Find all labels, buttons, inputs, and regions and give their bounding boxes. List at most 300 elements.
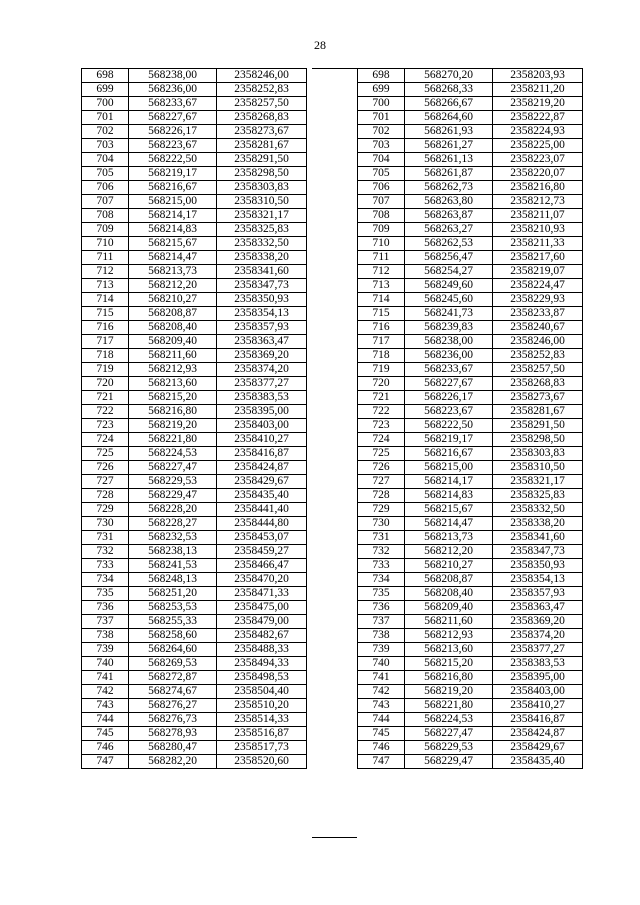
point-number-cell: 705 [82,167,129,181]
point-number-cell: 704 [358,153,405,167]
table-row [82,643,307,657]
y-coordinate-cell: 2358216,80 [493,181,583,195]
table-row [82,713,307,727]
point-number-cell: 712 [358,265,405,279]
x-coordinate-cell: 568213,60 [405,643,493,657]
point-number-cell: 726 [358,461,405,475]
x-coordinate-cell: 568263,87 [405,209,493,223]
y-coordinate-cell: 2358453,07 [217,531,307,545]
point-number-cell: 744 [82,713,129,727]
x-coordinate-cell: 568269,53 [129,657,217,671]
point-number-cell: 720 [358,377,405,391]
y-coordinate-cell: 2358210,93 [493,223,583,237]
x-coordinate-cell: 568280,47 [129,741,217,755]
x-coordinate-cell: 568262,73 [405,181,493,195]
point-number-cell: 739 [82,643,129,657]
x-coordinate-cell: 568208,40 [405,587,493,601]
y-coordinate-cell: 2358211,33 [493,237,583,251]
table-row [82,559,307,573]
point-number-cell: 708 [358,209,405,223]
point-number-cell: 703 [358,139,405,153]
point-number-cell: 732 [82,545,129,559]
table-row [358,321,583,335]
table-row [358,167,583,181]
point-number-cell: 717 [82,335,129,349]
x-coordinate-cell: 568249,60 [405,279,493,293]
table-row [358,755,583,769]
table-row [82,755,307,769]
x-coordinate-cell: 568282,20 [129,755,217,769]
table-row [358,447,583,461]
y-coordinate-cell: 2358494,33 [217,657,307,671]
y-coordinate-cell: 2358273,67 [217,125,307,139]
y-coordinate-cell: 2358403,00 [217,419,307,433]
point-number-cell: 739 [358,643,405,657]
y-coordinate-cell: 2358246,00 [217,69,307,83]
point-number-cell: 718 [358,349,405,363]
table-row [358,503,583,517]
x-coordinate-cell: 568224,53 [405,713,493,727]
y-coordinate-cell: 2358219,20 [493,97,583,111]
point-number-cell: 745 [358,727,405,741]
table-row [358,531,583,545]
table-row [82,573,307,587]
y-coordinate-cell: 2358281,67 [217,139,307,153]
table-row [358,587,583,601]
table-row [358,251,583,265]
y-coordinate-cell: 2358219,07 [493,265,583,279]
x-coordinate-cell: 568213,73 [129,265,217,279]
y-coordinate-cell: 2358369,20 [217,349,307,363]
y-coordinate-cell: 2358514,33 [217,713,307,727]
x-coordinate-cell: 568261,13 [405,153,493,167]
table-row [358,97,583,111]
x-coordinate-cell: 568210,27 [405,559,493,573]
y-coordinate-cell: 2358303,83 [493,447,583,461]
y-coordinate-cell: 2358321,17 [217,209,307,223]
table-row [82,69,307,83]
y-coordinate-cell: 2358291,50 [217,153,307,167]
table-row [358,125,583,139]
x-coordinate-cell: 568272,87 [129,671,217,685]
point-number-cell: 699 [82,83,129,97]
x-coordinate-cell: 568233,67 [129,97,217,111]
x-coordinate-cell: 568255,33 [129,615,217,629]
y-coordinate-cell: 2358332,50 [217,237,307,251]
x-coordinate-cell: 568229,53 [405,741,493,755]
point-number-cell: 734 [82,573,129,587]
y-coordinate-cell: 2358224,47 [493,279,583,293]
x-coordinate-cell: 568278,93 [129,727,217,741]
table-row [82,363,307,377]
x-coordinate-cell: 568222,50 [129,153,217,167]
x-coordinate-cell: 568212,93 [129,363,217,377]
point-number-cell: 711 [358,251,405,265]
table-row [82,419,307,433]
point-number-cell: 729 [82,503,129,517]
table-row [82,111,307,125]
table-row [82,699,307,713]
y-coordinate-cell: 2358341,60 [217,265,307,279]
x-coordinate-cell: 568263,80 [405,195,493,209]
y-coordinate-cell: 2358257,50 [217,97,307,111]
point-number-cell: 700 [358,97,405,111]
y-coordinate-cell: 2358416,87 [493,713,583,727]
x-coordinate-cell: 568261,93 [405,125,493,139]
x-coordinate-cell: 568248,13 [129,573,217,587]
table-row [358,111,583,125]
x-coordinate-cell: 568229,47 [129,489,217,503]
x-coordinate-cell: 568211,60 [405,615,493,629]
point-number-cell: 732 [358,545,405,559]
x-coordinate-cell: 568261,27 [405,139,493,153]
x-coordinate-cell: 568251,20 [129,587,217,601]
y-coordinate-cell: 2358363,47 [217,335,307,349]
y-coordinate-cell: 2358223,07 [493,153,583,167]
y-coordinate-cell: 2358203,93 [493,69,583,83]
x-coordinate-cell: 568262,53 [405,237,493,251]
y-coordinate-cell: 2358435,40 [493,755,583,769]
point-number-cell: 736 [358,601,405,615]
table-row [358,391,583,405]
x-coordinate-cell: 568213,73 [405,531,493,545]
y-coordinate-cell: 2358325,83 [217,223,307,237]
x-coordinate-cell: 568228,20 [129,503,217,517]
table-row [358,237,583,251]
point-number-cell: 737 [358,615,405,629]
table-row [358,335,583,349]
point-number-cell: 735 [358,587,405,601]
x-coordinate-cell: 568208,40 [129,321,217,335]
x-coordinate-cell: 568209,40 [405,601,493,615]
x-coordinate-cell: 568241,53 [129,559,217,573]
point-number-cell: 719 [358,363,405,377]
y-coordinate-cell: 2358466,47 [217,559,307,573]
table-row [82,517,307,531]
table-row [358,69,583,83]
y-coordinate-cell: 2358424,87 [493,727,583,741]
x-coordinate-cell: 568211,60 [129,349,217,363]
point-number-cell: 705 [358,167,405,181]
x-coordinate-cell: 568216,67 [129,181,217,195]
y-coordinate-cell: 2358377,27 [217,377,307,391]
point-number-cell: 740 [358,657,405,671]
y-coordinate-cell: 2358224,93 [493,125,583,139]
table-row [82,461,307,475]
point-number-cell: 706 [358,181,405,195]
y-coordinate-cell: 2358354,13 [217,307,307,321]
table-row [358,181,583,195]
table-row [358,727,583,741]
page-number: 28 [314,38,326,52]
point-number-cell: 707 [82,195,129,209]
y-coordinate-cell: 2358441,40 [217,503,307,517]
y-coordinate-cell: 2358268,83 [217,111,307,125]
x-coordinate-cell: 568215,00 [405,461,493,475]
y-coordinate-cell: 2358225,00 [493,139,583,153]
x-coordinate-cell: 568263,27 [405,223,493,237]
y-coordinate-cell: 2358429,67 [217,475,307,489]
x-coordinate-cell: 568228,27 [129,517,217,531]
point-number-cell: 715 [358,307,405,321]
x-coordinate-cell: 568219,20 [129,419,217,433]
table-row [358,377,583,391]
point-number-cell: 716 [358,321,405,335]
y-coordinate-cell: 2358498,53 [217,671,307,685]
x-coordinate-cell: 568223,67 [405,405,493,419]
y-coordinate-cell: 2358363,47 [493,601,583,615]
point-number-cell: 743 [358,699,405,713]
table-row [82,125,307,139]
table-row [358,685,583,699]
table-row [82,391,307,405]
point-number-cell: 713 [82,279,129,293]
y-coordinate-cell: 2358395,00 [493,671,583,685]
table-row [358,195,583,209]
point-number-cell: 716 [82,321,129,335]
table-row [82,685,307,699]
table-row [358,601,583,615]
table-row [82,251,307,265]
coordinates-table-right [357,68,583,769]
table-row [82,587,307,601]
x-coordinate-cell: 568270,20 [405,69,493,83]
table-row [358,741,583,755]
table-row [358,559,583,573]
y-coordinate-cell: 2358303,83 [217,181,307,195]
table-row [82,167,307,181]
point-number-cell: 702 [358,125,405,139]
x-coordinate-cell: 568215,00 [129,195,217,209]
point-number-cell: 703 [82,139,129,153]
y-coordinate-cell: 2358459,27 [217,545,307,559]
x-coordinate-cell: 568215,67 [129,237,217,251]
x-coordinate-cell: 568208,87 [405,573,493,587]
table-row [82,97,307,111]
table-row [82,475,307,489]
table-row [358,307,583,321]
table-row [358,293,583,307]
point-number-cell: 741 [82,671,129,685]
table-row [82,139,307,153]
y-coordinate-cell: 2358410,27 [217,433,307,447]
y-coordinate-cell: 2358377,27 [493,643,583,657]
table-row [358,223,583,237]
y-coordinate-cell: 2358504,40 [217,685,307,699]
y-coordinate-cell: 2358517,73 [217,741,307,755]
table-row [82,657,307,671]
x-coordinate-cell: 568212,93 [405,629,493,643]
x-coordinate-cell: 568216,67 [405,447,493,461]
point-number-cell: 742 [82,685,129,699]
table-row [358,657,583,671]
table-row [82,377,307,391]
table-row [358,517,583,531]
y-coordinate-cell: 2358273,67 [493,391,583,405]
table-row [82,237,307,251]
y-coordinate-cell: 2358357,93 [493,587,583,601]
y-coordinate-cell: 2358298,50 [217,167,307,181]
point-number-cell: 746 [358,741,405,755]
table-row [82,195,307,209]
point-number-cell: 723 [82,419,129,433]
table-row [82,349,307,363]
x-coordinate-cell: 568226,17 [129,125,217,139]
point-number-cell: 720 [82,377,129,391]
point-number-cell: 717 [358,335,405,349]
x-coordinate-cell: 568214,47 [129,251,217,265]
y-coordinate-cell: 2358338,20 [217,251,307,265]
y-coordinate-cell: 2358281,67 [493,405,583,419]
point-number-cell: 721 [82,391,129,405]
table-row [82,223,307,237]
x-coordinate-cell: 568210,27 [129,293,217,307]
y-coordinate-cell: 2358516,87 [217,727,307,741]
point-number-cell: 724 [82,433,129,447]
y-coordinate-cell: 2358374,20 [493,629,583,643]
point-number-cell: 731 [358,531,405,545]
y-coordinate-cell: 2358475,00 [217,601,307,615]
y-coordinate-cell: 2358403,00 [493,685,583,699]
x-coordinate-cell: 568215,20 [405,657,493,671]
x-coordinate-cell: 568214,17 [405,475,493,489]
x-coordinate-cell: 568258,60 [129,629,217,643]
y-coordinate-cell: 2358520,60 [217,755,307,769]
y-coordinate-cell: 2358350,93 [493,559,583,573]
y-coordinate-cell: 2358220,07 [493,167,583,181]
x-coordinate-cell: 568229,47 [405,755,493,769]
table-row [82,741,307,755]
table-row [82,321,307,335]
x-coordinate-cell: 568268,33 [405,83,493,97]
point-number-cell: 718 [82,349,129,363]
table-row [358,629,583,643]
point-number-cell: 708 [82,209,129,223]
y-coordinate-cell: 2358354,13 [493,573,583,587]
x-coordinate-cell: 568238,13 [129,545,217,559]
table-row [358,643,583,657]
y-coordinate-cell: 2358416,87 [217,447,307,461]
table-row [358,279,583,293]
y-coordinate-cell: 2358347,73 [493,545,583,559]
x-coordinate-cell: 568214,83 [129,223,217,237]
point-number-cell: 701 [358,111,405,125]
table-gap [312,68,357,838]
y-coordinate-cell: 2358222,87 [493,111,583,125]
y-coordinate-cell: 2358424,87 [217,461,307,475]
x-coordinate-cell: 568215,67 [405,503,493,517]
y-coordinate-cell: 2358229,93 [493,293,583,307]
point-number-cell: 700 [82,97,129,111]
y-coordinate-cell: 2358291,50 [493,419,583,433]
table-row [82,405,307,419]
x-coordinate-cell: 568212,20 [405,545,493,559]
table-row [82,447,307,461]
y-coordinate-cell: 2358347,73 [217,279,307,293]
table-row [82,335,307,349]
table-row [82,615,307,629]
point-number-cell: 719 [82,363,129,377]
point-number-cell: 744 [358,713,405,727]
x-coordinate-cell: 568208,87 [129,307,217,321]
x-coordinate-cell: 568236,00 [405,349,493,363]
x-coordinate-cell: 568253,53 [129,601,217,615]
point-number-cell: 715 [82,307,129,321]
table-row [82,265,307,279]
point-number-cell: 714 [358,293,405,307]
y-coordinate-cell: 2358252,83 [217,83,307,97]
y-coordinate-cell: 2358479,00 [217,615,307,629]
x-coordinate-cell: 568215,20 [129,391,217,405]
point-number-cell: 721 [358,391,405,405]
table-row [82,433,307,447]
y-coordinate-cell: 2358321,17 [493,475,583,489]
x-coordinate-cell: 568264,60 [405,111,493,125]
point-number-cell: 745 [82,727,129,741]
x-coordinate-cell: 568264,60 [129,643,217,657]
x-coordinate-cell: 568266,67 [405,97,493,111]
x-coordinate-cell: 568245,60 [405,293,493,307]
y-coordinate-cell: 2358410,27 [493,699,583,713]
y-coordinate-cell: 2358338,20 [493,517,583,531]
point-number-cell: 733 [358,559,405,573]
point-number-cell: 734 [358,573,405,587]
table-row [358,419,583,433]
y-coordinate-cell: 2358350,93 [217,293,307,307]
y-coordinate-cell: 2358310,50 [217,195,307,209]
table-row [358,671,583,685]
point-number-cell: 741 [358,671,405,685]
point-number-cell: 704 [82,153,129,167]
table-row [358,713,583,727]
x-coordinate-cell: 568223,67 [129,139,217,153]
point-number-cell: 709 [82,223,129,237]
table-row [358,545,583,559]
point-number-cell: 733 [82,559,129,573]
x-coordinate-cell: 568227,47 [129,461,217,475]
table-row [358,573,583,587]
table-row [82,531,307,545]
table-row [358,489,583,503]
y-coordinate-cell: 2358369,20 [493,615,583,629]
y-coordinate-cell: 2358383,53 [493,657,583,671]
y-coordinate-cell: 2358246,00 [493,335,583,349]
table-row [82,279,307,293]
point-number-cell: 728 [358,489,405,503]
y-coordinate-cell: 2358240,67 [493,321,583,335]
y-coordinate-cell: 2358268,83 [493,377,583,391]
table-row [358,209,583,223]
x-coordinate-cell: 568276,73 [129,713,217,727]
x-coordinate-cell: 568214,17 [129,209,217,223]
point-number-cell: 737 [82,615,129,629]
point-number-cell: 747 [82,755,129,769]
x-coordinate-cell: 568227,47 [405,727,493,741]
y-coordinate-cell: 2358488,33 [217,643,307,657]
table-row [82,83,307,97]
y-coordinate-cell: 2358211,20 [493,83,583,97]
y-coordinate-cell: 2358233,87 [493,307,583,321]
table-row [358,433,583,447]
y-coordinate-cell: 2358383,53 [217,391,307,405]
table-row [82,153,307,167]
point-number-cell: 723 [358,419,405,433]
y-coordinate-cell: 2358211,07 [493,209,583,223]
table-row [358,139,583,153]
x-coordinate-cell: 568232,53 [129,531,217,545]
table-row [82,181,307,195]
y-coordinate-cell: 2358482,67 [217,629,307,643]
